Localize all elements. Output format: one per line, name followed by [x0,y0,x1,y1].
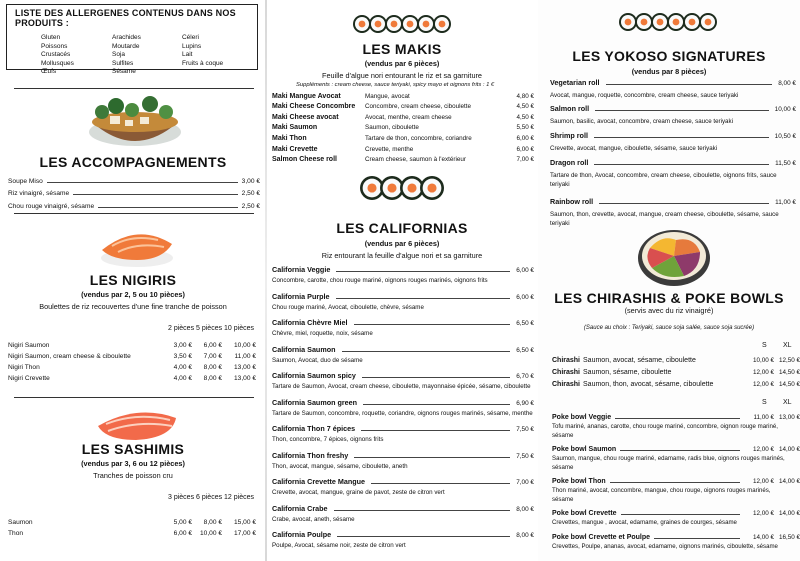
maki-row [272,112,534,122]
item-description: Crevette, avocat, mangue, ciboulette, sésame, sauce teriyaki [550,145,718,152]
item-description: Crevettes, Poulpe, ananas, avocat, edamame, oignons marinés, ciboulette, sésame [552,543,778,550]
dotted-leader [606,84,773,85]
poke-bowl-item [552,534,800,552]
item-description: Thon, avocat, mangue, sésame, ciboulette, aneth [272,462,408,470]
nigiris-row [8,342,256,349]
signature-header [550,158,796,167]
chirashis-title: LES CHIRASHIS & POKE BOWLS [554,290,784,306]
sashimi-illustration [92,404,182,444]
item-name: Maki Saumon [272,124,318,132]
sashimis-row [8,519,256,526]
dotted-leader [363,404,510,405]
item-price: 8,00 € [203,364,222,371]
allergen-item: Soja [111,51,125,59]
item-description: Tartare de Saumon, concombre, roquette, coriandre, oignons rouges marinés, sésame, menthe [272,409,533,417]
california-item [272,345,534,364]
divider [14,88,254,89]
allergen-item: Céleri [181,34,199,41]
item-name: California Crabe [272,503,328,513]
dotted-leader [594,137,769,138]
item-description: Mangue, avocat [365,92,410,100]
california-header [272,424,534,433]
item-price: 7,50 € [516,452,534,460]
price-s: 12,00 € [752,510,774,517]
sashimis-subtitle: (vendus par 3, 6 ou 12 pièces) [81,459,185,468]
accompagnements-list [8,172,260,210]
chirashi-row [552,381,800,388]
sushi-roll-shape [689,19,696,26]
dotted-leader [354,457,510,458]
item-description: Saumon, thon, crevette, avocat, mangue, cream cheese, ciboulette, sésame, sauce teriyaki [550,211,779,227]
item-description: Poulpe, Avocat, sésame noir, zeste de citron vert [272,542,406,549]
item-name: California Chèvre Miel [272,318,348,327]
california-item [272,318,534,337]
nigiris-subtitle: (vendus par 2, 5 ou 10 pièces) [81,290,185,299]
californias-title: LES CALIFORNIAS [336,220,468,236]
middle-panel [266,0,538,561]
pokes-col-xl: XL [783,399,792,406]
item-price: 10,00 € [200,530,222,537]
item-price: 7,00 € [203,353,222,360]
item-description: Saumon, thon, avocat, sésame, ciboulette [583,381,714,388]
item-name: Nigiri Saumon [8,342,50,349]
price-xl: 14,50 € [778,381,800,388]
item-description: Tartare de thon, concombre, coriandre [365,135,472,143]
california-item [272,530,534,549]
divider [14,397,254,398]
item-description: Cream cheese, saumon à l'extérieur [365,156,466,164]
makis-subtitle: (vendus par 6 pièces) [364,59,440,68]
sashimis-row [8,530,256,537]
sushi-roll-shape [407,21,414,28]
allergen-item: Crustacés [41,51,71,59]
allergen-item: Moutarde [111,42,140,50]
maki-row [272,133,534,143]
price-xl: 12,50 € [778,357,800,364]
nigiris-row [8,364,256,371]
allergens-col-2 [112,34,182,77]
sushi-roll-shape [657,19,664,26]
item-name: Chirashi [552,357,581,364]
dotted-leader [47,182,238,183]
item-price: 6,70 € [516,373,534,380]
california-item [272,371,534,390]
dotted-leader [594,164,769,165]
item-price: 2,50 € [241,190,260,197]
california-header [272,504,534,513]
dotted-leader [599,203,769,204]
accompagnement-row [8,197,260,210]
allergens-col-3 [182,34,251,77]
item-name: California Saumon spicy [272,371,356,380]
item-description: Thon mariné, avocat, concombre, mangue, chou rouge, oignons rouges marinés, sésame [552,487,771,503]
poke-bowl-item [552,446,800,472]
item-description: Saumon, avocat, sésame, ciboulette [583,357,696,364]
item-description: Crevettes, mangue , avocat, edamame, graines de courges, sésame [552,519,737,526]
sashimis-description: Tranches de poisson cru [93,471,173,480]
item-price: 13,00 € [234,375,256,382]
sushi-roll-shape [387,183,396,192]
dotted-leader [337,536,510,537]
item-name: California Poulpe [272,530,332,539]
item-price: 7,50 € [516,426,534,433]
poke-bowl-header [552,446,800,453]
price-s: 12,00 € [752,446,774,453]
sushi-roll-shape [673,19,680,26]
item-price: 6,50 € [516,346,534,354]
dotted-leader [334,510,511,511]
item-price: 4,50 € [516,103,534,111]
accompagnement-row [8,185,260,198]
dotted-leader [336,298,511,299]
california-header [272,345,534,354]
item-description: Avocat, mangue, roquette, concombre, cream cheese, sauce teriyaki [550,92,739,99]
allergens-title: LISTE DES ALLERGENES CONTENUS DANS NOS PRODUITS : [15,8,236,28]
yokoso-title: LES YOKOSO SIGNATURES [572,48,766,64]
signature-item [550,131,796,153]
dotted-leader [361,430,510,431]
maki-row [272,144,534,154]
dotted-leader [362,377,510,378]
sushi-roll-shape [423,21,430,28]
california-header [272,398,534,407]
sushi-roll-shape [625,19,632,26]
item-name: Saumon [8,519,33,526]
miso-bowl-illustration [80,90,190,152]
nigiri-illustration [92,220,182,270]
item-name: Vegetarian roll [550,78,600,87]
right-panel [538,0,800,561]
item-price: 10,00 € [234,342,256,349]
item-price: 3,50 € [173,353,192,360]
nigiris-description: Boulettes de riz recouvertes d'une fine tranche de poisson [39,302,227,311]
california-item [272,424,534,443]
sushi-roll-shape [427,183,436,192]
item-price: 10,00 € [774,106,796,113]
item-name: Poke bowl Thon [552,478,606,485]
nigiris-row [8,375,256,382]
item-description: Saumon, basilic, avocat, concombre, cream cheese, sauce teriyaki [550,118,733,125]
poke-bowl-header [552,478,800,485]
signature-header [550,104,796,113]
item-name: Nigiri Crevette [8,375,50,382]
item-description: Crevette, avocat, mangue, graine de pavot, zeste de citron vert [272,489,445,496]
item-name: Shrimp roll [550,131,588,140]
item-price: 6,50 € [516,320,534,327]
signature-item [550,78,796,100]
poke-bowl-item [552,510,800,528]
allergen-item: Gluten [41,34,61,41]
allergen-item: Sulfites [111,59,134,67]
poke-bowl-item [552,478,800,504]
item-name: Nigiri Thon [8,364,40,371]
item-description: Thon, concombre, 7 épices, oignons frits [272,436,384,443]
price-s: 11,00 € [753,414,774,421]
item-name: Maki Cheese Concombre [272,103,356,111]
item-description: Chou rouge mariné, Avocat, ciboulette, chèvre, sésame [272,303,424,311]
item-name: Nigiri Saumon, cream cheese & ciboulette [8,353,131,360]
item-price: 8,00 € [203,519,222,526]
item-name: Chirashi [552,381,581,388]
california-header [272,318,534,327]
item-price: 11,00 € [234,353,256,360]
item-name: Poke bowl Crevette [552,510,617,517]
item-price: 11,00 € [775,199,796,206]
poke-bowl-header [552,534,800,541]
dotted-leader [654,538,740,539]
chirashis-col-s: S [762,342,767,349]
item-name: Rainbow roll [550,197,594,206]
makis-supplements: Suppléments : cream cheese, sauce teriyaki, spicy mayo et oignons frits : 1 € [296,82,495,88]
california-item [272,504,534,523]
allergen-item: Mollusques [41,59,74,67]
maki-row [272,91,534,101]
dotted-leader [620,450,740,451]
sushi-roll-shape [359,21,366,28]
allergens-col-1 [41,34,112,77]
item-price: 5,00 € [173,519,192,526]
allergen-item: Lait [181,51,193,59]
california-item [272,477,534,496]
item-name: Maki Mangue Avocat [272,92,341,100]
californias-description: Riz entourant la feuille d'algue nori et sa garniture [321,251,483,260]
allergen-item: Fruits à coque [181,59,224,67]
item-name: California Purple [272,291,330,301]
dotted-leader [371,483,510,484]
item-name: Maki Cheese avocat [272,113,339,121]
item-price: 7,00 € [516,479,534,486]
item-name: Poke bowl Saumon [552,446,617,453]
sushi-roll-shape [375,21,382,28]
item-price: 10,50 € [774,133,796,140]
item-price: 6,00 € [516,145,534,153]
dotted-leader [615,418,740,419]
item-price: 6,00 € [173,530,192,537]
item-price: 6,00 € [203,342,222,349]
item-price: 4,00 € [173,364,192,371]
item-name: Salmon Cheese roll [272,156,337,164]
california-item [272,265,534,284]
california-header [272,477,534,486]
price-s: 12,00 € [752,369,774,376]
item-description: Tartare de Saumon, Avocat, cream cheese, ciboulette, mayonnaise épicée, sésame, ciboulette [272,383,531,390]
item-name: Chou rouge vinaigré, sésame [8,202,95,210]
item-price: 8,00 € [203,375,222,382]
item-price: 3,00 € [241,177,260,185]
item-price: 11,50 € [775,160,796,167]
item-name: Maki Crevette [272,145,318,153]
price-s: 10,00 € [752,357,774,364]
signature-header [550,197,796,206]
sushi-roll-shape [391,21,398,28]
item-price: 4,00 € [173,375,192,382]
price-s: 14,00 € [752,534,774,541]
california-item [272,398,534,417]
accompagnement-row [8,172,260,185]
item-price: 13,00 € [234,364,256,371]
item-name: Soupe Miso [8,177,43,185]
allergen-item: Arachides [111,34,141,41]
california-header [272,530,534,539]
item-name: Poke bowl Veggie [552,414,612,421]
item-description: Crevette, menthe [365,145,414,153]
signature-rolls-illustration [612,0,722,44]
allergen-item: Œufs [41,68,57,76]
item-price: 5,50 € [516,124,534,132]
yokoso-subtitle: (vendus par 8 pièces) [631,67,707,76]
dotted-leader [336,271,510,272]
item-price: 17,00 € [234,530,256,537]
price-xl: 14,00 € [778,446,800,453]
item-description: Saumon, mangue, chou rouge mariné, edamame, radis blue, oignons rouges marinés, sésame [552,455,785,471]
nigiris-column-header: 2 pièces 5 pièces 10 pièces [168,325,254,332]
poke-bowl-item [552,414,800,440]
sushi-roll-shape [439,21,446,28]
item-description: Saumon, ciboulette [365,124,419,132]
item-price: 8,00 € [778,80,796,87]
signature-item [550,104,796,126]
allergens-columns [15,34,251,77]
left-panel [0,0,266,561]
price-xl: 14,00 € [778,510,800,517]
california-header [272,451,534,460]
price-xl: 14,00 € [778,478,800,485]
item-name: Riz vinaigré, sésame [8,190,70,197]
item-name: California Crevette Mangue [272,477,366,486]
nigiris-row [8,353,256,360]
item-price: 6,00 € [516,293,534,301]
sushi-roll-shape [705,19,712,26]
item-name: California Veggie [272,265,331,274]
dotted-leader [610,482,740,483]
dotted-leader [98,207,238,208]
price-s: 12,00 € [752,381,774,388]
makis-title: LES MAKIS [362,41,442,57]
item-name: Dragon roll [550,158,589,167]
item-price: 4,50 € [516,113,534,121]
item-description: Crabe, avocat, aneth, sésame [272,515,355,523]
item-price: 6,00 € [516,267,534,274]
item-description: Tofu mariné, ananas, carotte, chou rouge mariné, concombre, oignon rouge mariné, sésame [552,423,778,439]
pokes-col-s: S [762,399,767,406]
item-price: 4,80 € [516,92,534,100]
california-item [272,292,534,311]
allergens-box [6,4,258,76]
item-description: Concombre, carotte, chou rouge mariné, oignons rouges marinés, oignons frits [272,277,488,284]
dotted-leader [595,110,769,111]
chirashi-row [552,357,800,364]
item-name: California Thon freshy [272,450,349,460]
price-s: 12,00 € [752,478,774,485]
item-name: Thon [8,530,24,537]
maki-row [272,123,534,133]
california-item [272,451,534,470]
price-xl: 13,00 € [778,414,800,421]
item-price: 7,00 € [516,156,534,164]
nigiris-title: LES NIGIRIS [89,272,177,288]
item-description: Avocat, menthe, cream cheese [365,113,452,121]
item-price: 8,00 € [516,505,534,513]
item-description: Chèvre, miel, roquette, noix, sésame [272,330,373,337]
california-header [272,371,534,380]
item-price: 8,00 € [516,532,534,539]
item-price: 6,00 € [516,135,534,143]
maki-row [272,102,534,112]
divider [14,213,254,214]
item-name: Poke bowl Crevette et Poulpe [552,534,651,541]
item-name: Salmon roll [550,104,590,113]
sashimis-title: LES SASHIMIS [81,441,185,457]
sushi-roll-shape [367,183,376,192]
chirashi-row [552,369,800,376]
item-price: 3,00 € [173,342,192,349]
item-description: Saumon, sésame, ciboulette [583,369,672,376]
sushi-roll-shape [641,19,648,26]
price-xl: 16,50 € [778,534,800,541]
chirashis-sauce: (Sauce au choix : Teriyaki, sauce soja salée, sauce soja sucrée) [583,325,755,331]
chirashis-col-xl: XL [783,342,792,349]
item-name: California Thon 7 épices [272,424,356,433]
signature-item [550,158,796,189]
allergen-item: Sésame [111,68,136,76]
california-illustration [352,160,452,218]
dotted-leader [73,194,237,195]
item-description: Concombre, cream cheese, ciboulette [365,103,472,111]
price-xl: 14,50 € [778,369,800,376]
sushi-roll-shape [407,183,416,192]
poke-bowl-illustration [634,226,714,288]
dotted-leader [342,351,511,352]
signature-header [550,78,796,87]
item-description: Saumon, Avocat, duo de sésame [272,356,363,364]
item-price: 6,90 € [516,399,534,407]
item-price: 2,50 € [241,202,260,210]
item-description: Tartare de thon, Avocat, concombre, cream cheese, ciboulette, oignons frits, sauce teriyaki [550,172,777,188]
item-name: Chirashi [552,369,581,376]
allergen-item: Lupins [181,42,202,50]
california-header [272,292,534,301]
chirashis-subtitle: (servis avec du riz vinaigré) [624,306,714,315]
dotted-leader [621,514,740,515]
california-header [272,265,534,274]
accompagnements-title: LES ACCOMPAGNEMENTS [39,154,227,170]
item-name: California Saumon green [272,397,358,407]
makis-description: Feuille d'algue nori entourant le riz et sa garniture [322,71,482,80]
dotted-leader [354,324,511,325]
sashimis-column-header: 3 pièces 6 pièces 12 pièces [168,494,254,501]
poke-bowl-header [552,510,800,517]
item-name: California Saumon [272,344,336,354]
maki-illustration [346,2,456,42]
signature-header [550,131,796,140]
item-name: Maki Thon [272,135,307,143]
californias-subtitle: (vendus par 6 pièces) [364,239,440,248]
allergen-item: Poissons [41,42,68,50]
poke-bowl-header [552,414,800,421]
signature-item [550,197,796,228]
item-price: 15,00 € [234,519,256,526]
